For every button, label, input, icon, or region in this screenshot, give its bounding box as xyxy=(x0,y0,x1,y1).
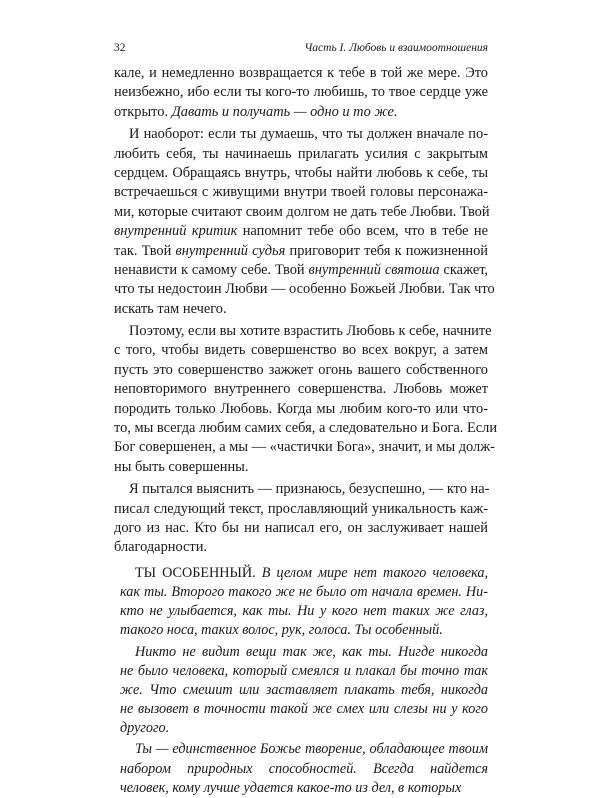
text-line xyxy=(114,183,488,202)
text-line xyxy=(120,583,488,602)
text-run: приговорит тебя к пожизненной xyxy=(285,242,489,259)
text-run: набором природных способностей. Всегда найдется xyxy=(120,760,488,777)
text-run: с того, чтобы видеть совершенство во всех вокруг, а затем xyxy=(114,342,488,359)
text-line xyxy=(120,602,488,621)
text-line xyxy=(114,400,488,419)
text-run: сердцем. Обращаясь внутрь, чтобы найти любовь к себе, ты xyxy=(114,164,488,181)
running-title: Часть I. Любовь и взаимоотношения xyxy=(304,42,488,54)
page-number: 32 xyxy=(114,42,126,54)
text-line xyxy=(114,458,488,477)
text-run: писал следующий текст, прославляющий уникальность каж- xyxy=(114,500,488,517)
text-run: что ты недостоин Любви — особенно Божьей Любви. Так что xyxy=(114,281,495,298)
text-run: не вызовет в точности такой же смех или слезы ни у кого xyxy=(120,701,488,718)
text-run: И наоборот: если ты думаешь, что ты должен вначале по- xyxy=(129,126,488,143)
text-line xyxy=(114,322,492,341)
text-run: как ты. Второго такого же не было от начала времен. Ни- xyxy=(120,583,488,600)
text-run: благодарности. xyxy=(114,539,207,556)
text-run: ны быть совершенны. xyxy=(114,458,249,475)
italic-text: внутренний критик xyxy=(114,223,238,240)
text-run: же. Что смешит или заставляет плакать тебя, никогда xyxy=(120,681,488,698)
text-run: неповторимого внутреннего совершенства. Любовь может xyxy=(114,381,488,398)
text-run: В целом мире нет такого человека, xyxy=(255,564,488,581)
text-run: ми, которые считают своим долгом не дать тебе Любви. Твой xyxy=(114,203,490,220)
text-run: так. Твой xyxy=(114,242,176,259)
block-quote xyxy=(120,564,488,798)
italic-text: Давать и получать — одно и то же. xyxy=(171,103,398,120)
text-line xyxy=(114,83,488,102)
quote-paragraph xyxy=(120,643,488,739)
text-run: породить только Любовь. Когда мы любим кого-то или что- xyxy=(114,400,488,417)
text-run: неизбежно, ибо если ты кого-то любишь, то твое сердце уже xyxy=(114,84,488,101)
text-run: другого. xyxy=(120,720,170,737)
text-line xyxy=(114,538,488,557)
italic-text: внутренний судья xyxy=(175,242,286,259)
text-line xyxy=(120,760,488,779)
text-run: открыто. xyxy=(114,103,172,120)
text-line xyxy=(120,662,488,681)
text-run: кале, и немедленно возвращается к тебе в той же мере. Это xyxy=(114,65,488,81)
text-line xyxy=(114,300,488,319)
quote-paragraph xyxy=(120,564,488,641)
text-run: ненависти к самому себе. Твой xyxy=(114,261,309,278)
text-line xyxy=(114,438,495,457)
paragraph xyxy=(114,322,498,477)
text-run: Ты — единственное Божье творение, обладающее твоим xyxy=(135,741,488,758)
text-run: кто не улыбается, как ты. Ни у кого нет таких же глаз, xyxy=(120,603,488,620)
text-run: человек, кому лучше удается какое-то из дел, в которых xyxy=(120,779,462,796)
text-line xyxy=(114,419,498,438)
text-line xyxy=(120,719,488,738)
text-run: искать там нечего. xyxy=(114,300,227,317)
text-line xyxy=(120,681,488,700)
text-run: дого из нас. Кто бы ни написал его, он заслуживает нашей xyxy=(114,519,488,536)
text-line xyxy=(114,480,488,499)
text-line xyxy=(114,361,488,380)
body-text xyxy=(114,64,498,798)
text-line xyxy=(114,500,488,519)
paragraph xyxy=(114,480,488,558)
paragraph xyxy=(114,64,488,122)
text-line xyxy=(120,779,488,798)
text-line xyxy=(114,261,488,280)
text-run: ТЫ ОСОБЕННЫЙ. xyxy=(135,564,256,581)
text-line xyxy=(114,519,488,538)
text-line xyxy=(120,700,488,719)
text-line xyxy=(114,64,488,83)
text-run: Поэтому, если вы хотите взрастить Любовь к себе, начните xyxy=(129,323,492,340)
text-line xyxy=(114,380,488,399)
text-line xyxy=(114,222,488,241)
quote-paragraph xyxy=(120,740,488,798)
text-line xyxy=(114,242,488,261)
text-line xyxy=(114,164,488,183)
text-run: любить себя, ты начинаешь прилагать усилия с закрытым xyxy=(114,145,488,162)
page-header xyxy=(114,41,488,55)
text-run: пусть это совершенство зажжет огонь вашего собственного xyxy=(114,361,488,378)
text-line xyxy=(120,643,488,662)
text-run: Я пытался выяснить — признаюсь, безуспешно, — кто на- xyxy=(129,481,490,498)
italic-text: внутренний святоша xyxy=(308,261,440,278)
text-run: скажет, xyxy=(439,261,489,278)
text-line xyxy=(120,564,488,583)
text-line xyxy=(114,125,488,144)
text-line xyxy=(114,145,488,164)
text-run: встречаешься с живущими внутри твоей головы персонажа- xyxy=(114,184,488,201)
text-line xyxy=(114,103,488,122)
text-run: напомнит тебе обо всем, что в тебе не xyxy=(237,223,488,240)
text-run: такого носа, таких волос, рук, голоса. Ты особенный. xyxy=(120,622,443,639)
text-line xyxy=(114,203,488,222)
text-line xyxy=(114,341,488,360)
text-line xyxy=(114,280,495,299)
text-run: то, мы всегда любим самих себя, а следовательно и Бога. Если xyxy=(114,420,498,437)
text-run: Никто не видит вещи так же, как ты. Нигде никогда xyxy=(135,643,488,660)
text-line xyxy=(120,621,488,640)
text-line xyxy=(120,740,488,759)
text-run: не было человека, который смеялся и плакал бы точно так xyxy=(120,662,488,679)
text-run: Бог совершенен, а мы — «частички Бога», значит, и мы долж- xyxy=(114,439,495,456)
paragraph xyxy=(114,125,495,319)
